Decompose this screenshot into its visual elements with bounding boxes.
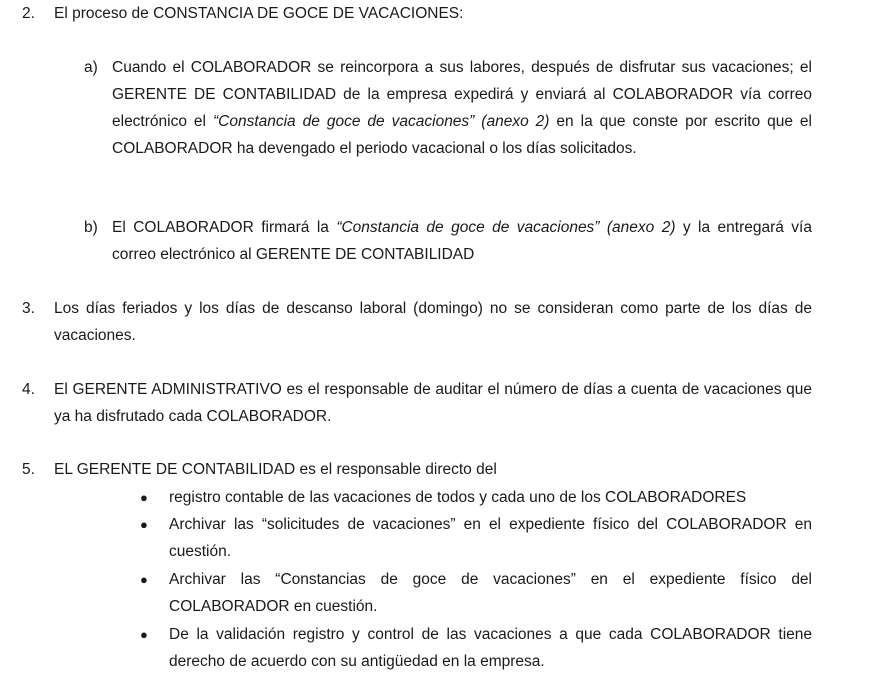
list-text: Los días feriados y los días de descanso laboral (domingo) no se consideran como parte de los días de vacaciones. xyxy=(54,300,812,344)
bullet-text: Archivar las “solicitudes de vacaciones” en el expediente físico del COLABORADOR en cuestión. xyxy=(169,516,812,560)
sub-text-part: El COLABORADOR firmará la xyxy=(112,219,337,236)
sub-text-part: y la entregará vía correo electrónico al GERENTE DE CONTABILIDAD xyxy=(112,219,812,263)
bullet-dot: ● xyxy=(140,490,148,505)
bullet-text: Archivar las “Constancias de goce de vacaciones” en el expediente físico del COLABORADOR en cuestión. xyxy=(169,571,812,615)
list-text: El proceso de CONSTANCIA DE GOCE DE VACACIONES: xyxy=(54,5,464,22)
sub-text-part: en la que conste por escrito que el COLABORADOR ha devengado el periodo vacacional o los días solicitados. xyxy=(112,113,812,157)
sub-item-b xyxy=(84,214,812,268)
sub-letter: a) xyxy=(84,59,98,76)
list-item-2 xyxy=(22,0,812,27)
list-item-5 xyxy=(22,456,812,483)
list-text: El GERENTE ADMINISTRATIVO es el responsable de auditar el número de días a cuenta de vacaciones que ya ha disfrutado cada COLABORADOR. xyxy=(54,381,812,425)
list-number: 5. xyxy=(22,461,35,478)
bullet-dot: ● xyxy=(140,517,148,532)
bullet-text: De la validación registro y control de las vacaciones a que cada COLABORADOR tiene derecho de acuerdo con su antigüedad en la empresa. xyxy=(169,626,812,670)
list-item-3 xyxy=(22,295,812,349)
bullet-item xyxy=(140,511,812,565)
list-text: EL GERENTE DE CONTABILIDAD es el responsable directo del xyxy=(54,461,497,478)
list-number: 2. xyxy=(22,5,35,22)
bullet-text: registro contable de las vacaciones de todos y cada uno de los COLABORADORES xyxy=(169,489,747,506)
bullet-item xyxy=(140,621,812,675)
sub-text-italic: “Constancia de goce de vacaciones” (anexo 2) xyxy=(336,219,676,236)
sub-text-part: Cuando el COLABORADOR se reincorpora a sus labores, después de disfrutar sus vacaciones; el GERENTE DE CONTABILIDAD de la empresa expedirá y enviará al COLABORADOR vía correo electrónico el xyxy=(112,59,812,130)
list-number: 3. xyxy=(22,300,35,317)
sub-text-italic: “Constancia de goce de vacaciones” (anexo 2) xyxy=(212,113,550,130)
bullet-dot: ● xyxy=(140,627,148,642)
bullet-dot: ● xyxy=(140,572,148,587)
sub-text xyxy=(112,54,812,162)
sub-text xyxy=(112,214,812,268)
list-number: 4. xyxy=(22,381,35,398)
sub-letter: b) xyxy=(84,219,98,236)
bullet-item xyxy=(140,484,812,511)
list-item-4 xyxy=(22,376,812,430)
bullet-item xyxy=(140,566,812,620)
sub-item-a xyxy=(84,54,812,162)
